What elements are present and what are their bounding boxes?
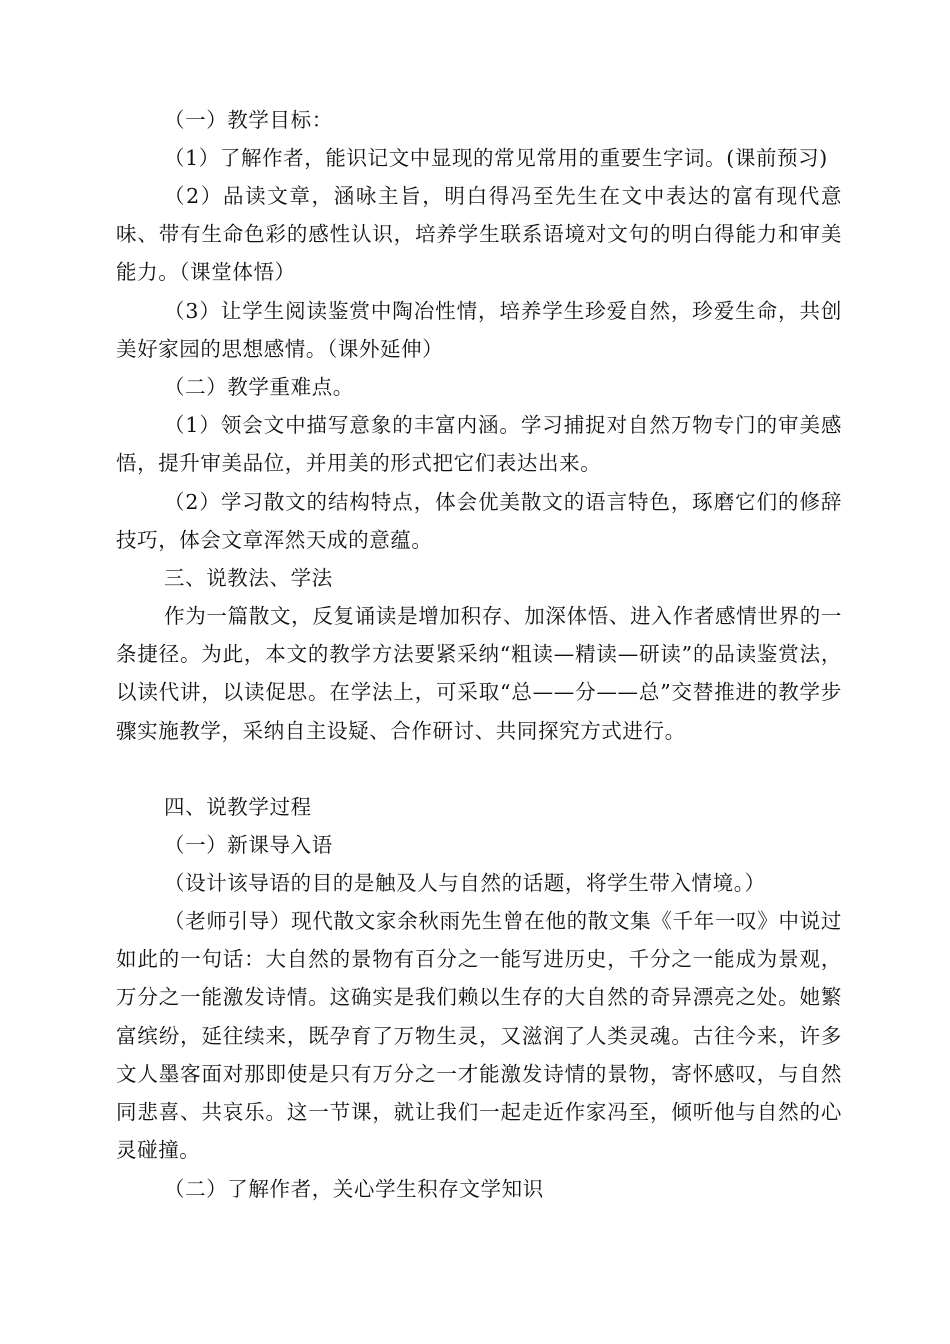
- paragraph-teacher-guidance: （老师引导）现代散文家余秋雨先生曾在他的散文集《千年一叹》中说过如此的一句话：大自然的景物有百分之一能写进历史，千分之一能成为景观，万分之一能激发诗情。这确实是我们赖以生存的大自然的奇异漂亮之处。她繁富缤纷，延往续来，既孕育了万物生灵，又滋润了人类灵魂。古往今来，许多文人墨客面对那即使是只有万分之一才能激发诗情的景物，寄怀感叹，与自然同悲喜、共哀乐。这一节课，就让我们一起走近作家冯至，倾听他与自然的心灵碰撞。: [116, 909, 842, 1163]
- paragraph-intro-design-note: （设计该导语的目的是触及人与自然的话题，将学生带入情境。）: [164, 871, 766, 895]
- paragraph-goal-2: （2）品读文章，涵咏主旨，明白得冯至先生在文中表达的富有现代意味、带有生命色彩的感性认识，培养学生联系语境对文句的明白得能力和审美能力。（课堂体悟）: [116, 184, 842, 285]
- paragraph-teaching-goals-heading: （一）教学目标：: [164, 108, 333, 132]
- paragraph-methods-body: 作为一篇散文，反复诵读是增加积存、加深体悟、进入作者感情世界的一条捷径。为此，本文的教学方法要紧采纳“粗读—精读—研读”的品读鉴赏法，以读代讲，以读促思。在学法上，可采取“总——分——总”交替推进的教学步骤实施教学，采纳自主设疑、合作研讨、共同探究方式进行。: [116, 604, 842, 743]
- paragraph-key-point-1: （1）领会文中描写意象的丰富内涵。学习捕捉对自然万物专门的审美感悟，提升审美品位，并用美的形式把它们表达出来。: [116, 413, 842, 476]
- section-heading-methods: 三、说教法、学法: [164, 566, 333, 590]
- section-heading-process: 四、说教学过程: [164, 795, 312, 819]
- paragraph-goal-1: （1）了解作者，能识记文中显现的常见常用的重要生字词。(课前预习): [164, 146, 828, 170]
- paragraph-intro-heading: （一）新课导入语: [164, 833, 333, 857]
- paragraph-author-heading: （二）了解作者，关心学生积存文学知识: [164, 1177, 544, 1201]
- paragraph-key-points-heading: （二）教学重难点。: [164, 375, 354, 399]
- paragraph-goal-3: （3）让学生阅读鉴赏中陶冶性情，培养学生珍爱自然，珍爱生命，共创美好家园的思想感情。（课外延伸）: [116, 299, 842, 362]
- paragraph-key-point-2: （2）学习散文的结构特点，体会优美散文的语言特色，琢磨它们的修辞技巧，体会文章浑然天成的意蕴。: [116, 490, 842, 553]
